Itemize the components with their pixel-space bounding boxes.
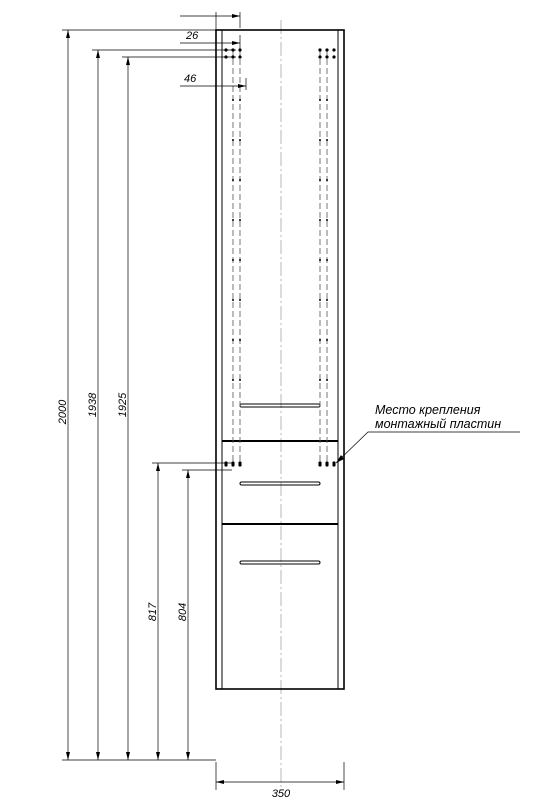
dim-text-1925: 1925	[117, 392, 129, 418]
annotation-leader	[336, 432, 520, 463]
cabinet-outline	[216, 30, 344, 689]
mounting-point-35	[326, 179, 328, 181]
mounting-point-43	[326, 259, 328, 261]
mounting-point-31	[326, 139, 328, 141]
mounting-point-8	[238, 55, 241, 58]
arrow-1938-top	[96, 50, 100, 58]
handles	[240, 404, 320, 564]
arrow-817-bottom	[156, 752, 160, 760]
mounting-point-26	[319, 99, 321, 101]
mounting-point-24	[232, 99, 234, 101]
arrow-46	[238, 84, 246, 88]
arrow-1925-top	[126, 57, 130, 65]
arrow-width-left	[216, 780, 224, 784]
mounting-point-27	[326, 99, 328, 101]
mounting-point-21	[318, 463, 321, 466]
annotation-line-2: монтажный пластин	[375, 417, 502, 431]
dim-text-46: 46	[184, 73, 197, 85]
arrow-804-top	[186, 470, 190, 478]
mounting-point-46	[319, 299, 321, 301]
mounting-point-45	[239, 299, 241, 301]
mounting-point-30	[319, 139, 321, 141]
drawer-handle	[240, 482, 320, 485]
mounting-point-5	[332, 48, 335, 51]
mounting-point-33	[239, 179, 241, 181]
mounting-point-53	[239, 379, 241, 381]
dim-text-width: 350	[271, 788, 291, 800]
mounting-point-29	[239, 139, 241, 141]
mounting-point-42	[319, 259, 321, 261]
mounting-point-40	[232, 259, 234, 261]
mounting-point-11	[332, 55, 335, 58]
arrow-width-right	[336, 780, 344, 784]
mounting-point-18	[224, 463, 227, 466]
mounting-point-51	[326, 339, 328, 341]
mounting-point-50	[319, 339, 321, 341]
mounting-point-49	[239, 339, 241, 341]
mounting-point-25	[239, 99, 241, 101]
mounting-point-28	[232, 139, 234, 141]
hidden-lines	[233, 50, 327, 465]
mounting-point-47	[326, 299, 328, 301]
mounting-point-23	[332, 463, 335, 466]
arrowheads	[66, 14, 344, 784]
arrow-top-width	[232, 14, 240, 18]
dim-text-1938: 1938	[87, 392, 99, 418]
mounting-point-10	[325, 55, 328, 58]
arrow-2000-bottom	[66, 752, 70, 760]
dimension-lines	[62, 12, 520, 790]
mounting-point-52	[232, 379, 234, 381]
mounting-point-9	[318, 55, 321, 58]
dim-text-804: 804	[177, 602, 189, 622]
mounting-point-55	[326, 379, 328, 381]
mounting-point-36	[232, 219, 234, 221]
mounting-point-4	[325, 48, 328, 51]
arrow-1925-bottom	[126, 752, 130, 760]
mounting-point-32	[232, 179, 234, 181]
mounting-point-48	[232, 339, 234, 341]
arrow-1938-bottom	[96, 752, 100, 760]
mounting-point-3	[318, 48, 321, 51]
mounting-point-34	[319, 179, 321, 181]
mounting-point-54	[319, 379, 321, 381]
mounting-point-38	[319, 219, 321, 221]
mounting-point-22	[325, 463, 328, 466]
lower-door-handle	[240, 561, 320, 564]
cabinet-body	[216, 30, 344, 689]
mounting-point-44	[232, 299, 234, 301]
mounting-point-20	[238, 463, 241, 466]
dim-text-2000: 2000	[57, 399, 69, 425]
mounting-point-19	[231, 463, 234, 466]
arrow-817-top	[156, 463, 160, 471]
dim-text-26: 26	[186, 30, 199, 42]
mounting-point-37	[239, 219, 241, 221]
mounting-point-41	[239, 259, 241, 261]
arrow-26	[232, 41, 240, 45]
annotation-line-1: Место крепления	[375, 403, 481, 417]
upper-door-handle	[240, 404, 320, 407]
dim-text-817: 817	[147, 602, 159, 622]
mounting-point-39	[326, 219, 328, 221]
arrow-2000-top	[66, 30, 70, 38]
arrow-804-bottom	[186, 752, 190, 760]
